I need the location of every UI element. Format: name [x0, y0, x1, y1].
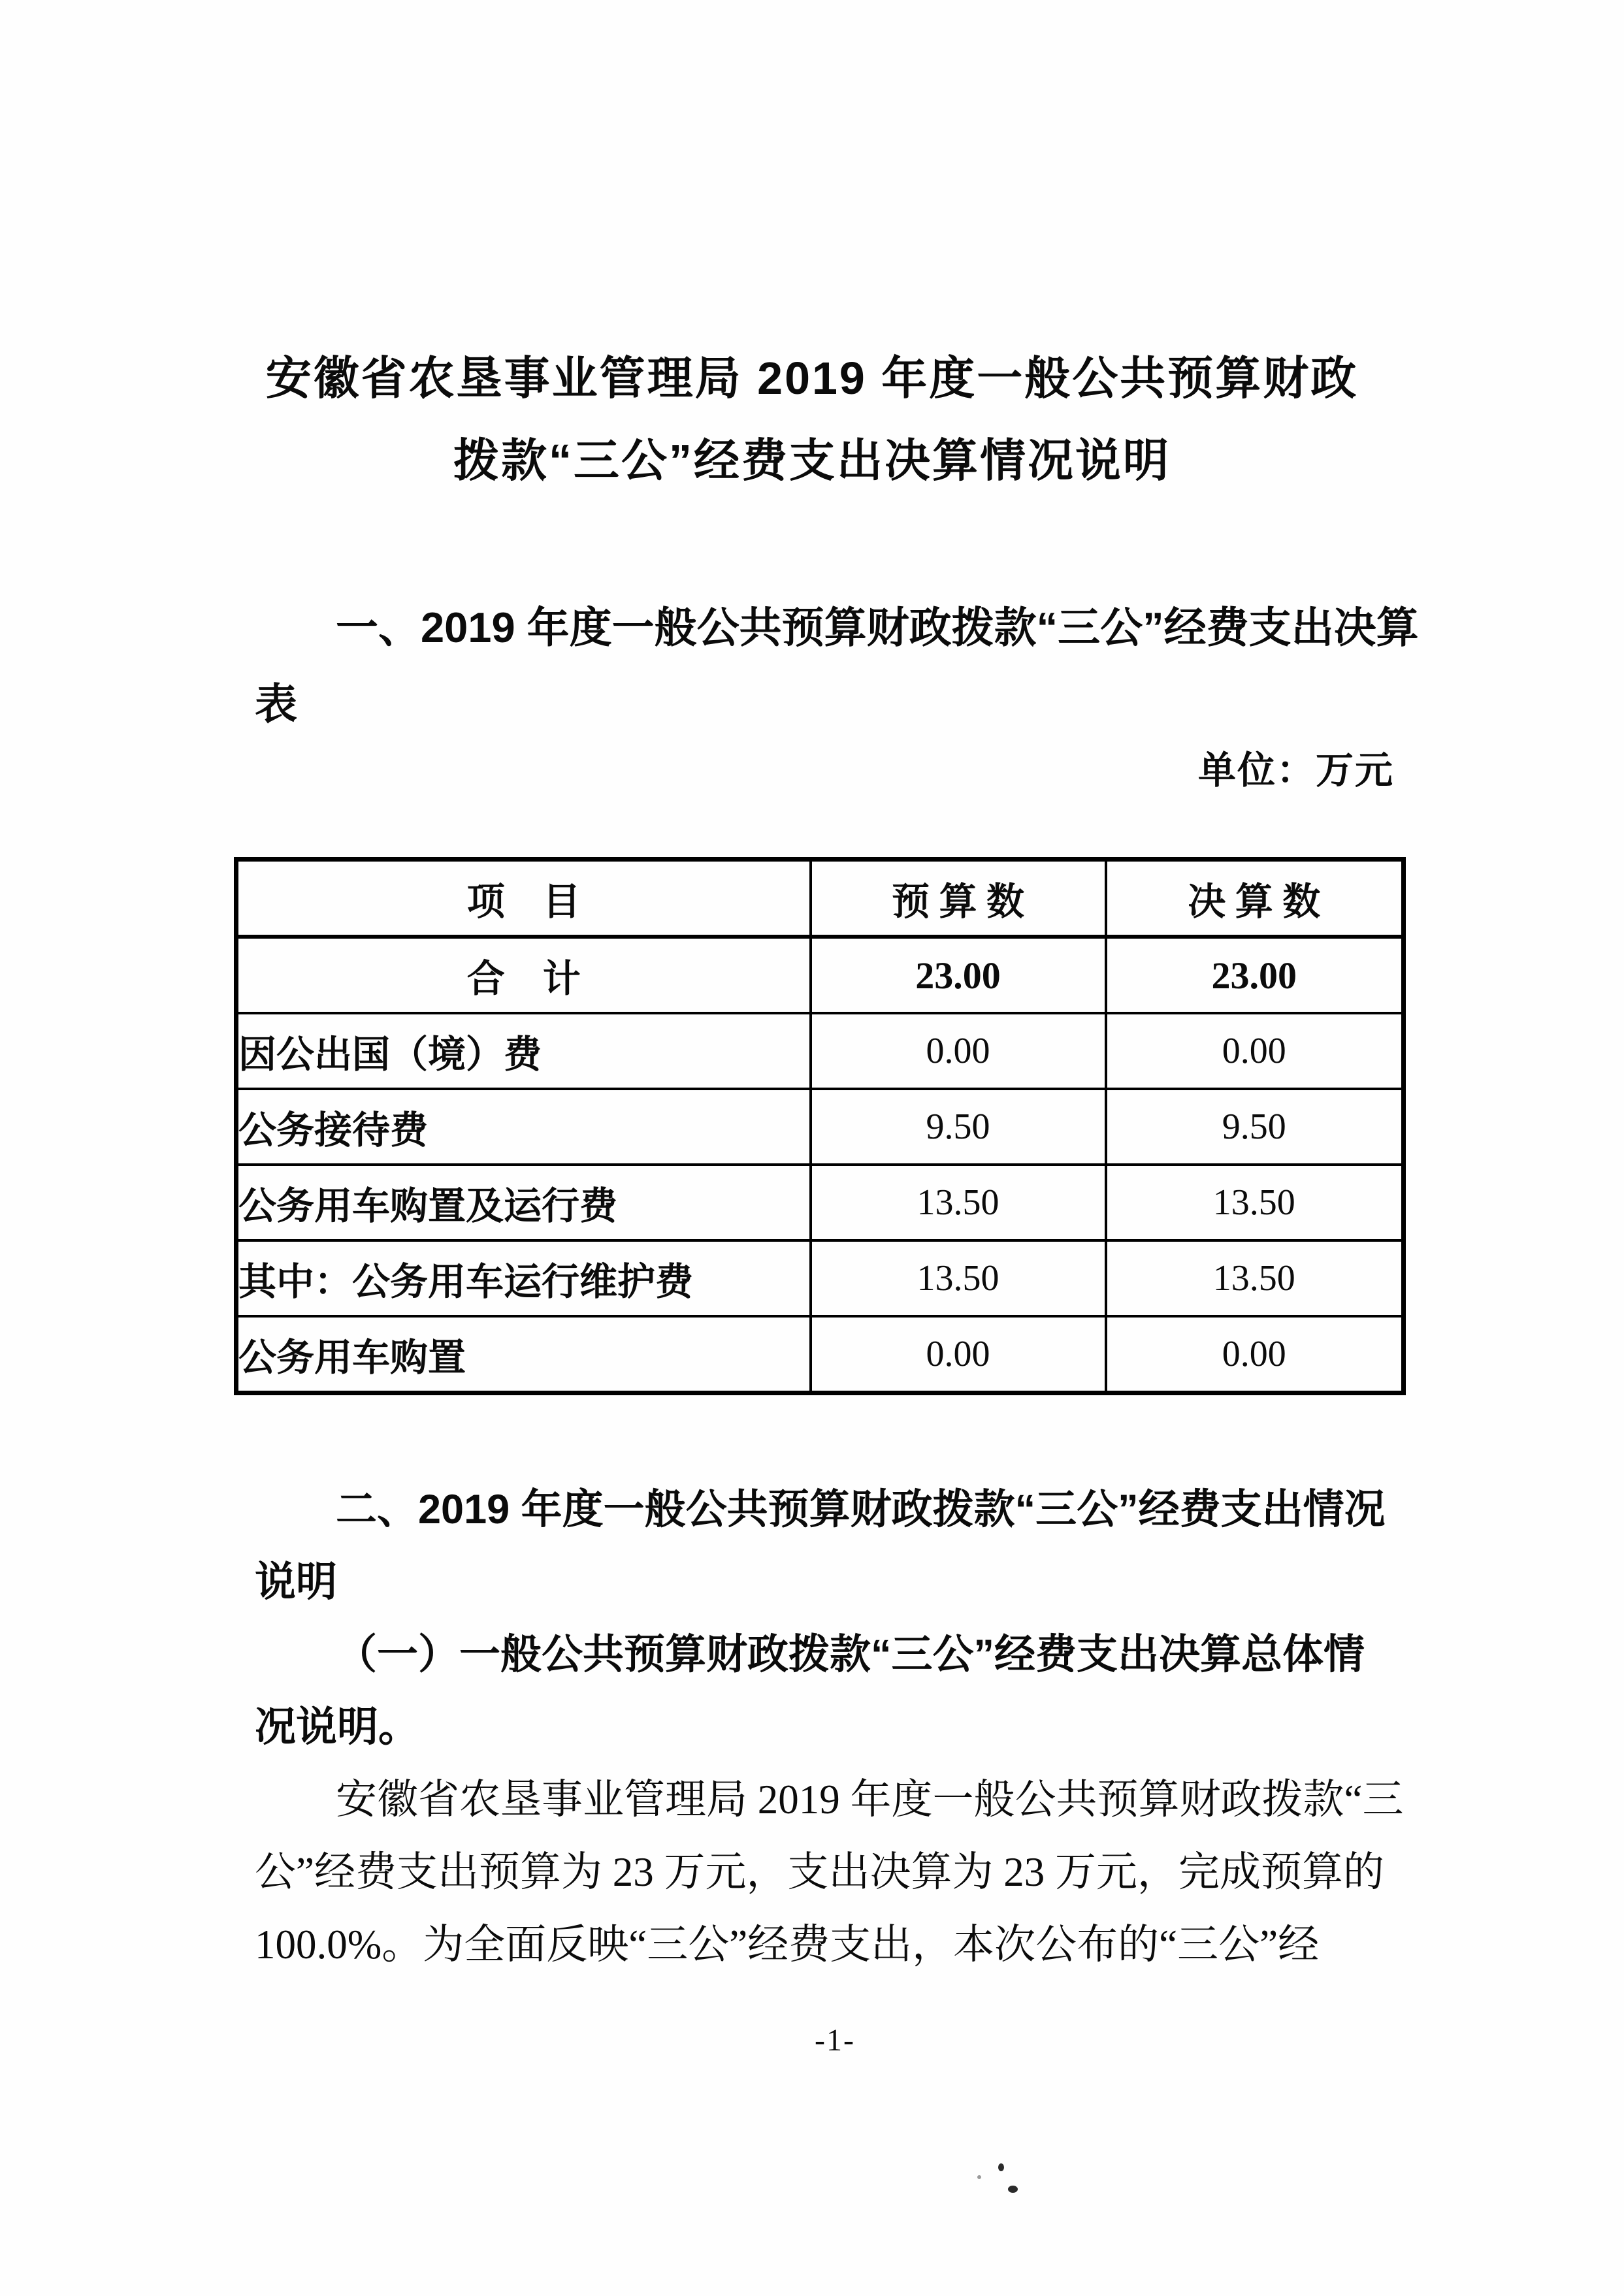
document-title-line-2: 拨款“三公”经费支出决算情况说明	[453, 435, 1171, 486]
row-label: 公务接待费	[236, 1089, 811, 1165]
table-unit-label: 单位：万元	[1197, 749, 1394, 792]
final-value: 23.00	[1106, 937, 1404, 1013]
final-value: 0.00	[1106, 1316, 1404, 1393]
section1-heading-line-1: 一、2019 年度一般公共预算财政拨款“三公”经费支出决算	[336, 604, 1419, 651]
subsection1-heading-line-1: （一）一般公共预算财政拨款“三公”经费支出决算总体情	[336, 1632, 1365, 1677]
row-label: 合 计	[236, 937, 811, 1013]
table-row-abroad	[236, 1013, 1404, 1089]
expense-table	[234, 857, 1406, 1395]
section1-heading-line-2: 表	[255, 680, 298, 728]
section1-heading	[255, 589, 1419, 742]
budget-value: 23.00	[811, 937, 1106, 1013]
budget-value: 0.00	[811, 1013, 1106, 1089]
final-value: 0.00	[1106, 1013, 1404, 1089]
body-text	[255, 1474, 1403, 1981]
paragraph1-line-1: 安徽省农垦事业管理局 2019 年度一般公共预算财政拨款“三	[336, 1777, 1404, 1822]
section2-heading-line-1: 二、2019 年度一般公共预算财政拨款“三公”经费支出情况	[336, 1487, 1386, 1532]
paragraph1-line-2: 公”经费支出预算为 23 万元，支出决算为 23 万元，完成预算的	[255, 1849, 1384, 1895]
table-row-vehicle-maintenance	[236, 1240, 1404, 1316]
row-label: 公务用车购置	[236, 1316, 811, 1393]
section2-heading-line-2: 说明	[255, 1559, 337, 1605]
scan-speckle	[977, 2175, 981, 2179]
row-label: 因公出国（境）费	[236, 1013, 811, 1089]
table-row-reception	[236, 1089, 1404, 1165]
document-title-line-1: 安徽省农垦事业管理局 2019 年度一般公共预算财政	[265, 353, 1359, 404]
row-label: 公务用车购置及运行费	[236, 1165, 811, 1240]
subsection1-heading-line-2: 况说明。	[255, 1704, 419, 1750]
budget-value: 13.50	[811, 1240, 1106, 1316]
table-row-vehicle-total	[236, 1165, 1404, 1240]
scan-speckle	[1008, 2186, 1018, 2193]
table-header-row	[236, 860, 1404, 937]
budget-value: 9.50	[811, 1089, 1106, 1165]
table-header-item: 项 目	[236, 860, 811, 937]
table-header-budget: 预 算 数	[811, 860, 1106, 937]
budget-value: 13.50	[811, 1165, 1106, 1240]
paragraph1-line-3: 100.0%。为全面反映“三公”经费支出，本次公布的“三公”经	[255, 1922, 1320, 1967]
table-row-vehicle-purchase	[236, 1316, 1404, 1393]
scan-speckle	[998, 2163, 1004, 2171]
table-header-final: 决 算 数	[1106, 860, 1404, 937]
table-row-total	[236, 937, 1404, 1013]
page-number: -1-	[815, 2023, 855, 2058]
final-value: 13.50	[1106, 1240, 1404, 1316]
budget-value: 0.00	[811, 1316, 1106, 1393]
final-value: 9.50	[1106, 1089, 1404, 1165]
final-value: 13.50	[1106, 1165, 1404, 1240]
row-label: 其中：公务用车运行维护费	[236, 1240, 811, 1316]
document-title	[0, 337, 1624, 502]
